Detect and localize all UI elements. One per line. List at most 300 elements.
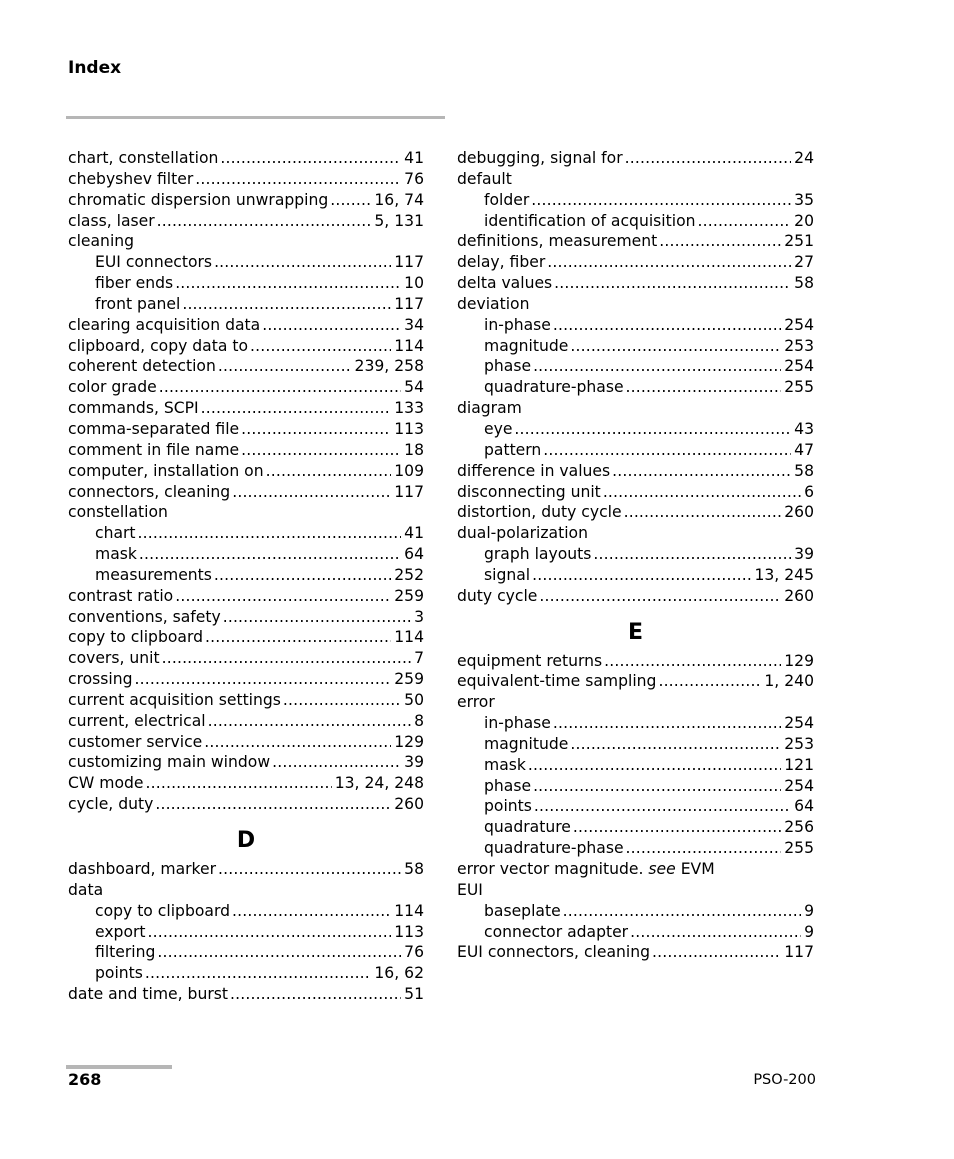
index-page-refs: 64 [791,796,814,817]
index-term [68,231,134,252]
index-term [484,713,551,734]
index-term [484,565,530,586]
index-term-text: delay, fiber [457,253,546,272]
dot-leader [623,148,792,169]
index-column-left [68,148,424,1005]
index-entry [68,356,424,377]
index-term-text: front panel [95,294,181,313]
index-term [68,211,155,232]
index-page-refs: 5, 131 [371,211,424,232]
index-term [457,169,512,190]
index-term [95,523,136,544]
index-term [68,607,221,628]
index-page-refs: 6 [801,482,814,503]
index-term-text: covers, unit [68,649,160,668]
dot-leader [137,544,401,565]
index-page-refs: 34 [401,315,424,336]
dot-leader [657,231,781,252]
index-page-refs: 133 [391,398,424,419]
dot-leader [624,838,782,859]
index-page-refs: 259 [391,669,424,690]
index-term [68,732,202,753]
index-page-refs: 20 [791,211,814,232]
index-page-refs: 1, 240 [761,671,814,692]
index-subentry [457,817,814,838]
index-term-text: equivalent-time sampling [457,672,657,691]
index-term [68,482,230,503]
index-term-text: chromatic dispersion unwrapping [68,190,329,209]
index-page-refs: 54 [401,377,424,398]
index-entry [68,419,424,440]
index-entry [68,984,424,1005]
index-term-text: difference in values [457,461,611,480]
index-subentry [457,838,814,859]
index-entry [457,502,814,523]
index-page-refs: 114 [391,627,424,648]
index-term [484,838,624,859]
index-subentry [457,377,814,398]
header-rule [66,116,445,119]
index-term-text: date and time, burst [68,985,228,1004]
index-page-refs: 256 [781,817,814,838]
dot-leader [143,963,371,984]
index-term-text: magnitude [484,336,569,355]
index-subentry [457,336,814,357]
index-subentry [457,755,814,776]
index-term-text: EUI connectors, cleaning [457,943,651,962]
index-page-refs: 117 [781,942,814,963]
dot-leader [206,711,411,732]
index-page-refs: 41 [401,523,424,544]
index-term-text: fiber ends [95,274,174,293]
dot-leader [537,586,781,607]
index-term-text: pattern [484,440,542,459]
index-entry [457,880,814,901]
index-term-text: quadrature-phase [484,839,624,858]
index-page-refs: 259 [391,586,424,607]
index-page-refs: 35 [791,190,814,211]
index-term [68,773,144,794]
index-entry [68,880,424,901]
index-term-text: folder [484,190,530,209]
index-subentry [68,901,424,922]
index-page-refs: 117 [391,482,424,503]
index-term [484,315,551,336]
index-term [68,356,216,377]
index-subentry [68,565,424,586]
index-page-refs: 13, 245 [751,565,814,586]
index-subentry [68,963,424,984]
index-entry [457,692,814,713]
index-page-refs: 16, 74 [371,190,424,211]
dot-leader [248,336,391,357]
index-term-text: quadrature [484,818,571,837]
index-subentry [68,922,424,943]
index-term [457,502,622,523]
index-term [457,461,610,482]
index-term [484,817,571,838]
index-entry [457,294,814,315]
index-page-refs: 47 [791,440,814,461]
index-term [68,398,199,419]
index-term-text: comma-separated file [68,419,240,438]
dot-leader [512,419,791,440]
index-term-text: current acquisition settings [68,690,281,709]
index-term [68,752,270,773]
index-page-refs: 113 [391,922,424,943]
index-page-refs: 3 [411,607,424,628]
dot-leader [530,565,751,586]
index-term-text: mask [484,755,526,774]
index-term [68,148,218,169]
index-term [457,880,483,901]
index-entry [68,169,424,190]
index-page-refs: 117 [391,294,424,315]
index-term-text: color grade [68,378,157,397]
index-entry [68,794,424,815]
index-page-refs: 58 [791,273,814,294]
dot-leader [568,336,781,357]
index-page-refs: 254 [781,776,814,797]
dot-leader [541,440,791,461]
index-entry [457,169,814,190]
index-term-text: deviation [457,294,530,313]
index-term-text: customizing main window [68,753,271,772]
dot-leader [281,690,401,711]
index-page-refs: 9 [801,901,814,922]
index-page-refs: 41 [401,148,424,169]
index-entry [68,690,424,711]
index-entry [68,773,424,794]
index-term [457,273,552,294]
dot-leader [551,315,781,336]
index-term [68,669,133,690]
index-page-refs: 260 [781,502,814,523]
dot-leader [239,440,401,461]
index-term [484,440,541,461]
index-term [457,651,602,672]
index-term-text: constellation [68,503,168,522]
index-term-text: data [68,880,104,899]
index-term [457,586,537,607]
index-entry [68,231,424,252]
index-subentry [457,440,814,461]
index-term [484,776,531,797]
index-term [484,190,529,211]
dot-leader [133,669,392,690]
dot-leader [568,734,781,755]
index-term [457,398,522,419]
index-term [95,963,143,984]
index-term-text: baseplate [484,901,561,920]
index-page-refs: 254 [781,315,814,336]
index-subentry [457,315,814,336]
index-page-refs: 24 [791,148,814,169]
index-term [68,461,264,482]
index-term-text: diagram [457,399,522,418]
index-term-text: chebyshev filter [68,169,194,188]
index-page-refs: 253 [781,336,814,357]
index-subentry [457,419,814,440]
index-term-text: quadrature-phase [484,378,624,397]
index-section-letter: E [627,619,644,645]
index-term [68,440,239,461]
index-page-refs: 9 [801,922,814,943]
index-term [484,755,526,776]
index-page-refs: 7 [411,648,424,669]
dot-leader [157,377,401,398]
index-term-text: clearing acquisition data [68,315,261,334]
index-term-text: EUI connectors [95,253,213,272]
dot-leader [624,377,782,398]
index-term [484,211,696,232]
dot-leader [155,942,401,963]
index-entry [457,273,814,294]
index-term [484,419,512,440]
index-entry [457,482,814,503]
index-entry [457,523,814,544]
dot-leader [260,315,401,336]
index-term [457,482,601,503]
index-term-text: connector adapter [484,922,629,941]
index-page-refs: 39 [791,544,814,565]
index-term-text: mask [95,545,137,564]
index-term [457,692,495,713]
dot-leader [561,901,801,922]
index-page-refs: 109 [391,461,424,482]
page-number: 268 [68,1070,102,1089]
index-term [457,671,656,692]
index-term-text: class, laser [68,211,155,230]
index-term [457,523,588,544]
index-term-text: graph layouts [484,545,592,564]
index-term [484,544,591,565]
dot-leader [136,523,402,544]
index-term [68,315,260,336]
index-term-text: crossing [68,670,133,689]
index-page-refs: 260 [391,794,424,815]
index-entry [68,752,424,773]
index-term-text: equipment returns [457,651,603,670]
index-subentry [457,211,814,232]
index-term-text: measurements [95,565,212,584]
index-term-text: phase [484,357,532,376]
dot-leader [610,461,791,482]
index-term-text: debugging, signal for [457,149,623,167]
index-page-refs: 117 [391,252,424,273]
index-subentry [68,523,424,544]
index-term-text: delta values [457,274,553,293]
index-subentry [457,734,814,755]
dot-leader [218,148,401,169]
index-term [95,942,155,963]
index-term [68,984,228,1005]
index-term [457,859,715,880]
index-term-text: disconnecting unit [457,482,601,501]
index-subentry [457,796,814,817]
index-term-text: dashboard, marker [68,860,217,878]
index-entry [457,942,814,963]
index-term [457,148,623,169]
dot-leader [193,169,401,190]
index-entry [68,336,424,357]
dot-leader [591,544,791,565]
index-page-refs: 76 [401,942,424,963]
dot-leader [531,776,781,797]
index-term-text: phase [484,776,532,795]
index-term [68,711,206,732]
index-term-text: signal [484,565,531,584]
index-term-text: CW mode [68,774,144,793]
index-subentry [68,252,424,273]
index-page-refs: 18 [401,440,424,461]
index-term-text: computer, installation on [68,461,264,480]
dot-leader [650,942,781,963]
index-term [68,190,328,211]
index-entry [457,148,814,169]
index-page-refs: 252 [391,565,424,586]
index-term-text: dual-polarization [457,524,588,543]
index-entry [68,398,424,419]
index-entry [457,859,814,880]
index-term-text: cycle, duty [68,795,154,814]
dot-leader [173,273,401,294]
index-page-refs: 114 [391,336,424,357]
running-header-title: Index [68,58,122,78]
dot-leader [656,671,761,692]
dot-leader [216,859,401,880]
index-page-refs: 10 [401,273,424,294]
index-term [68,586,173,607]
index-see-target: EVM [680,860,715,878]
dot-leader [532,796,791,817]
index-term [457,231,657,252]
index-term [484,336,568,357]
index-entry [457,461,814,482]
index-entry [68,315,424,336]
index-page-refs: 51 [401,984,424,1005]
index-page-refs: 16, 62 [371,963,424,984]
index-page-refs: 254 [781,713,814,734]
index-entry [68,190,424,211]
index-page-refs: 58 [401,859,424,880]
index-page-refs: 121 [781,755,814,776]
index-entry [68,607,424,628]
index-term-text: coherent detection [68,357,216,376]
dot-leader [531,356,781,377]
dot-leader [264,461,392,482]
index-entry [68,461,424,482]
index-subentry [457,544,814,565]
dot-leader [153,794,391,815]
dot-leader [180,294,391,315]
dot-leader [545,252,791,273]
index-term [68,859,216,880]
index-entry [68,211,424,232]
index-entry [68,377,424,398]
index-entry [68,148,424,169]
dot-leader [270,752,401,773]
dot-leader [202,732,391,753]
index-term-text: identification of acquisition [484,211,696,230]
index-term [95,922,146,943]
index-entry [68,648,424,669]
index-term-text: comment in file name [68,440,240,459]
index-entry [68,711,424,732]
index-term-text: definitions, measurement [457,232,658,251]
index-term-text: points [95,964,143,983]
dot-leader [228,984,401,1005]
index-term [95,544,137,565]
index-term-text: error vector magnitude. [457,860,644,878]
index-term-text: copy to clipboard [68,628,203,647]
dot-leader [203,627,391,648]
index-term-text: chart [95,524,136,543]
index-entry [68,502,424,523]
index-subentry [457,901,814,922]
dot-leader [571,817,781,838]
index-page-refs: 255 [781,377,814,398]
index-term [95,901,230,922]
index-term-text: magnitude [484,734,569,753]
index-term [484,922,628,943]
index-term [95,252,212,273]
index-subentry [68,942,424,963]
index-term-text: contrast ratio [68,586,174,605]
index-term [95,294,180,315]
index-entry [457,398,814,419]
dot-leader [529,190,791,211]
index-page-refs: 114 [391,901,424,922]
index-page-refs: 254 [781,356,814,377]
dot-leader [173,586,391,607]
index-page-refs: 50 [401,690,424,711]
index-term [68,502,168,523]
index-term [68,794,153,815]
index-entry [457,231,814,252]
index-term-text: copy to clipboard [95,901,230,920]
index-page-refs: 255 [781,838,814,859]
dot-leader [212,565,391,586]
dot-leader [601,482,801,503]
index-term-text: in-phase [484,714,551,733]
index-page-refs: 239, 258 [352,356,424,377]
index-subentry [457,922,814,943]
index-entry [457,586,814,607]
index-entry [68,586,424,607]
dot-leader [628,922,801,943]
index-term [484,796,532,817]
index-term-text: customer service [68,732,203,751]
index-page-refs: 64 [401,544,424,565]
index-term-text: current, electrical [68,711,206,730]
index-term-text: commands, SCPI [68,399,199,418]
index-term [68,627,203,648]
index-entry [68,669,424,690]
index-term [68,419,239,440]
index-term-text: chart, constellation [68,149,219,167]
dot-leader [160,648,411,669]
dot-leader [221,607,411,628]
index-see-reference: see [648,860,676,878]
index-term [457,294,529,315]
index-term [68,648,160,669]
index-term [484,901,561,922]
index-subentry [68,294,424,315]
index-term [68,169,193,190]
index-term [68,377,157,398]
index-term [484,356,531,377]
